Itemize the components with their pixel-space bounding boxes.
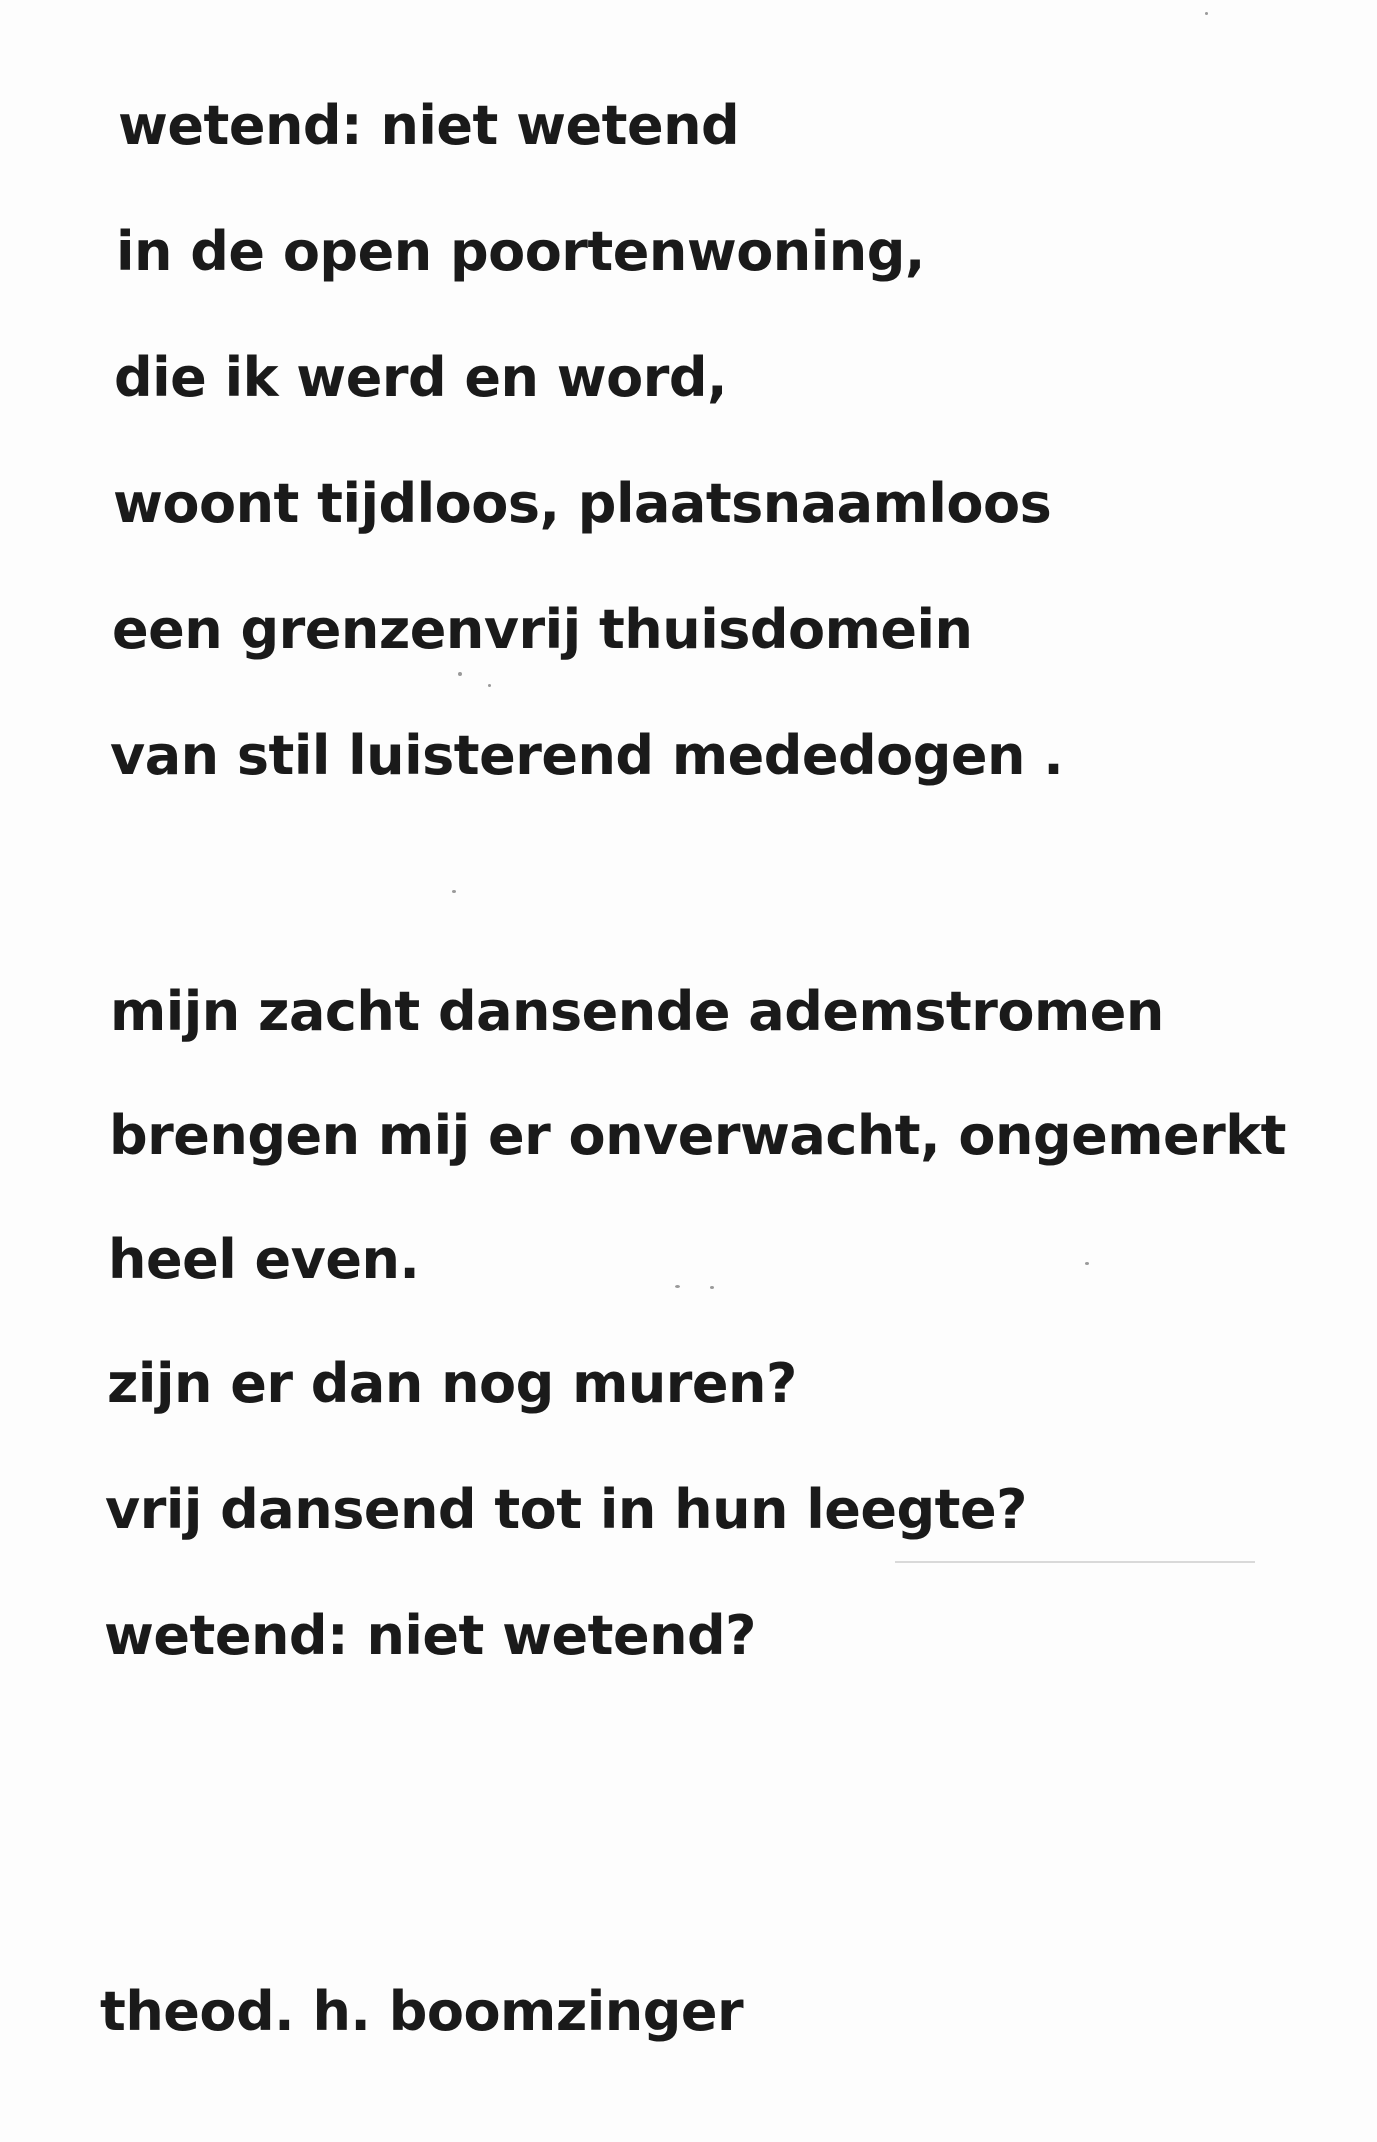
poem-line: woont tijdloos, plaatsnaamloos [113, 472, 1052, 535]
poem-line: heel even. [108, 1228, 420, 1291]
scan-speck [452, 890, 456, 893]
scan-speck [1085, 1262, 1089, 1265]
poem-line: wetend: niet wetend? [104, 1604, 757, 1667]
scan-speck [488, 684, 491, 687]
poem-line: die ik werd en word, [114, 346, 728, 409]
scan-speck [1205, 12, 1208, 15]
poem-line: vrij dansend tot in hun leegte? [105, 1478, 1027, 1541]
scan-speck [710, 1286, 714, 1289]
poem-line: van stil luisterend mededogen . [110, 724, 1064, 787]
poem-line: zijn er dan nog muren? [107, 1352, 797, 1415]
scan-speck [458, 672, 462, 676]
author-signature: theod. h. boomzinger [100, 1980, 744, 2043]
scan-speck [675, 1285, 680, 1288]
poem-line: een grenzenvrij thuisdomein [112, 598, 973, 661]
poem-line: mijn zacht dansende ademstromen [110, 980, 1164, 1043]
poem-line: brengen mij er onverwacht, ongemerkt [109, 1104, 1286, 1167]
poem-line: in de open poortenwoning, [116, 220, 925, 283]
faint-scan-line [895, 1561, 1255, 1563]
poem-line: wetend: niet wetend [118, 94, 740, 157]
